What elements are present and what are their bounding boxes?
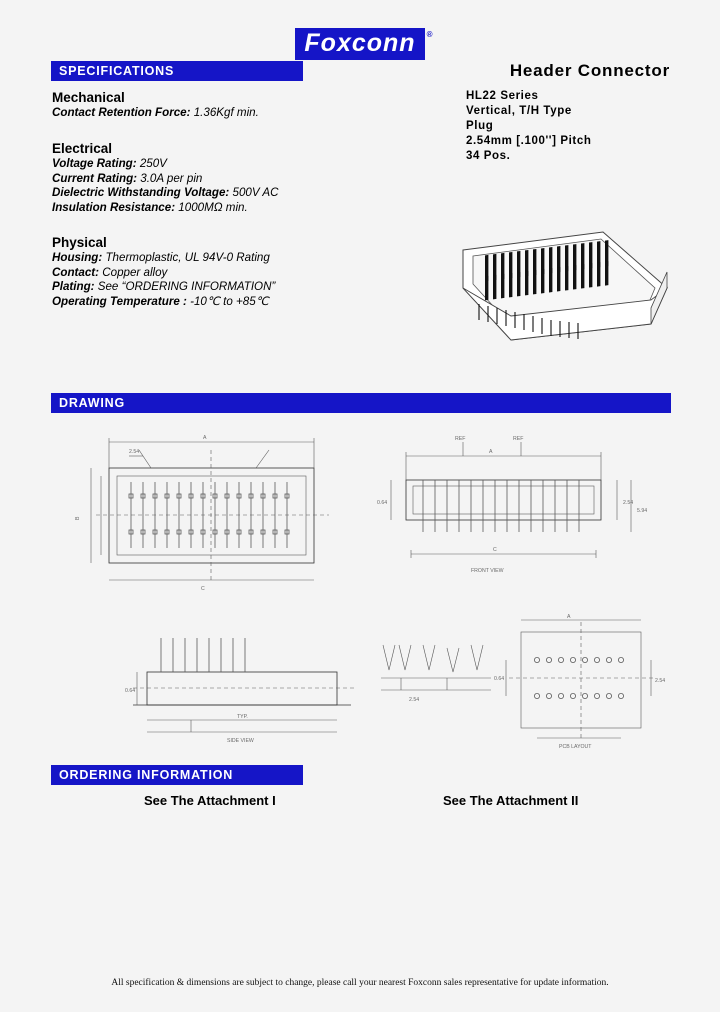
dim-label-b: B (75, 516, 81, 520)
dim-label-h3: 2.54 (655, 678, 666, 684)
spec-label: Current Rating: (52, 171, 138, 185)
spec-line (52, 295, 402, 310)
technical-drawing (51, 420, 671, 755)
dim-label-c2: C (493, 547, 497, 553)
dim-label-a3: A (567, 614, 571, 620)
drawing-note-ref2: REF (513, 436, 524, 442)
spec-value: 1000MΩ min. (178, 200, 248, 214)
dim-label-small3: 0.64 (494, 676, 505, 682)
drawing-view-label-pcb: PCB LAYOUT (559, 744, 592, 750)
spec-value: 250V (139, 157, 167, 170)
attachment-2-label: See The Attachment II (443, 793, 579, 808)
ordering-information-header: ORDERING INFORMATION (51, 765, 303, 785)
specifications-header: SPECIFICATIONS (51, 61, 303, 81)
spec-label: Operating Temperature : (52, 294, 187, 308)
spec-label: Contact: (52, 265, 100, 279)
spec-value: -10℃ to +85℃ (190, 294, 269, 308)
drawing-side-view (125, 638, 356, 744)
product-attributes (466, 89, 591, 164)
product-photo (455, 228, 675, 373)
drawing-top-view (75, 435, 329, 592)
physical-title: Physical (52, 235, 107, 250)
spec-value: Copper alloy (102, 265, 168, 279)
footer-note: All specification & dimensions are subject to change, please call your nearest Foxconn sales representative for update information. (111, 978, 609, 988)
attachment-1-label: See The Attachment I (144, 793, 276, 808)
spec-value: 3.0A per pin (140, 171, 203, 185)
spec-label: Plating: (52, 280, 95, 293)
spec-line (52, 106, 402, 121)
spec-line (52, 280, 402, 295)
electrical-title: Electrical (52, 141, 113, 156)
spec-line (52, 157, 402, 172)
product-title: Header Connector (509, 61, 670, 80)
dim-label-c: C (201, 586, 205, 592)
mechanical-title: Mechanical (52, 90, 125, 105)
spec-value: See “ORDERING INFORMATION” (97, 280, 276, 293)
drawing-view-label-front: FRONT VIEW (471, 568, 504, 574)
product-plug: Plug (466, 120, 494, 132)
spec-line (52, 266, 402, 281)
drawing-front-view (377, 436, 647, 574)
spec-label: Housing: (52, 251, 103, 264)
physical-block (52, 235, 402, 309)
drawing-contact-detail (381, 645, 491, 703)
brand-logo (0, 28, 720, 60)
spec-value: 1.36Kgf min. (193, 106, 259, 119)
logo-text: Foxconn (304, 29, 416, 57)
product-type: Vertical, T/H Type (466, 105, 572, 117)
spec-line (52, 251, 402, 266)
product-pitch: 2.54mm [.100''] Pitch (466, 135, 592, 147)
foxconn-logo (295, 28, 434, 60)
product-series: HL22 Series (466, 90, 539, 102)
registered-icon: ® (426, 30, 434, 39)
dim-label-h2: 5.94 (637, 508, 648, 514)
spec-label: Dielectric Withstanding Voltage: (52, 186, 230, 199)
mechanical-block (52, 90, 402, 121)
spec-label: Contact Retention Force: (52, 106, 191, 119)
spec-label: Voltage Rating: (52, 157, 137, 170)
drawing-note-ref: REF (455, 436, 466, 442)
drawing-view-label-side: SIDE VIEW (227, 738, 254, 744)
dim-label-small: 0.64 (377, 500, 388, 506)
drawing-header: DRAWING (51, 393, 671, 413)
electrical-block (52, 141, 402, 215)
dim-label-a: A (203, 435, 207, 441)
spec-line (52, 186, 402, 201)
dim-label-small2: 0.64 (125, 688, 136, 694)
dim-label-pitch: 2.54 (129, 449, 140, 455)
product-positions: 34 Pos. (466, 150, 511, 162)
drawing-pcb-layout (494, 614, 665, 750)
spec-value: 500V AC (232, 186, 279, 199)
spec-line (52, 172, 402, 187)
spec-line (52, 201, 402, 216)
dim-label-h: 2.54 (623, 500, 634, 506)
spec-label: Insulation Resistance: (52, 200, 176, 214)
dim-label-pitch2: 2.54 (409, 697, 420, 703)
dim-label-typ: TYP. (237, 714, 248, 720)
dim-label-a2: A (489, 449, 493, 455)
spec-value: Thermoplastic, UL 94V-0 Rating (105, 251, 270, 264)
